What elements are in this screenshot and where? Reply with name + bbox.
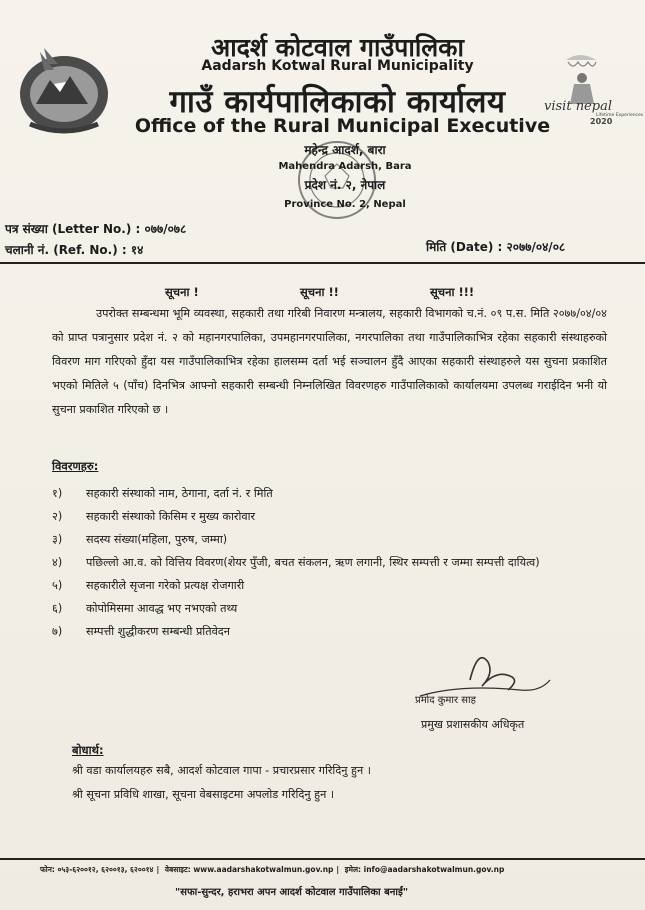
item-text: सदस्य संख्या(महिला, पुरुष, जम्मा) xyxy=(86,533,228,546)
letter-number xyxy=(5,220,186,237)
item-text: कोपोमिसमा आवद्ध भए नभएको तथ्य xyxy=(86,602,238,615)
signatory-title: प्रमुख प्रशासकीय अधिकृत xyxy=(421,718,525,731)
item-text: सहकारी संस्थाको किसिम र मुख्य कारोवार xyxy=(86,510,256,523)
en-location: Mahendra Adarsh, Bara xyxy=(278,161,412,172)
visit-sub-text: Lifetime Experiences xyxy=(596,113,644,118)
item-number: ३) xyxy=(52,533,63,546)
list-item xyxy=(52,574,612,597)
letter-no-value: ०७७/०७८ xyxy=(144,222,187,236)
details-heading: विवरणहरु: xyxy=(52,459,99,473)
footer-contact: फोन: ०५३-६२००१२, ६२००१३, ६२००१४ | वेबसाइट: www.aadarshakotwalmun.gov.np | इमेल: info@aadarshakotwalmun.gov.np xyxy=(40,865,505,874)
footer-email[interactable]: इमेल: info@aadarshakotwalmun.gov.np xyxy=(344,865,505,874)
notice-label-1: सूचना ! xyxy=(165,285,199,299)
np-location: महेन्द्र आदर्श, बारा xyxy=(304,143,386,157)
en-municipality-name: Aadarsh Kotwal Rural Municipality xyxy=(201,58,474,74)
list-item xyxy=(52,482,612,505)
cc-heading: बोधार्थ: xyxy=(72,743,104,757)
en-province: Province No. 2, Nepal xyxy=(284,199,406,210)
date-value: २०७७/०४/०८ xyxy=(506,240,566,254)
notice-body xyxy=(52,302,607,422)
visit-year-text: 2020 xyxy=(590,117,613,126)
cc-line-2: श्री सूचना प्रविधि शाखा, सूचना वेबसाइटमा अपलोड गरिदिनु हुन । xyxy=(72,788,335,801)
item-number: ६) xyxy=(52,602,63,615)
np-office-title: गाउँ कार्यपालिकाको कार्यालय xyxy=(169,84,506,120)
list-item xyxy=(52,528,612,551)
footer-slogan: "सफा-सुन्दर, हराभरा अपन आदर्श कोटवाल गाउँपालिका बनाईं" xyxy=(175,887,409,898)
footer-phone: फोन: ०५३-६२००१२, ६२००१३, ६२००१४ xyxy=(40,865,154,874)
footer-website[interactable]: वेबसाइट: www.aadarshakotwalmun.gov.np xyxy=(164,865,334,874)
list-item xyxy=(52,505,612,528)
item-number: ४) xyxy=(52,556,63,569)
document-date xyxy=(426,238,565,255)
item-text: पछिल्लो आ.व. को वित्तिय विवरण(शेयर पुँजी, बचत संकलन, ऋण लगानी, स्थिर सम्पत्ती र जम्मा सम्पत्ती दायित्व) xyxy=(86,556,540,569)
cc-line-1: श्री वडा कार्यालयहरु सबै, आदर्श कोटवाल गापा - प्रचारप्रसार गरिदिनु हुन । xyxy=(72,764,371,777)
item-number: ५) xyxy=(52,579,63,592)
notice-paragraph: उपरोक्त सम्बन्धमा भूमि व्यवस्था, सहकारी तथा गरिबी निवारण मन्त्रालय, सहकारी विभागको च.नं. ०९ प.स. मिति २०७७/०४/०४ को प्राप्त पत्रानुसार प्रदेश नं. २ को महानगरपालिका, उपमहानगरपालिका, नगरपालिका तथा गाउँपालिकाभित्र रहेका सहकारी संस्थाहरुको विवरण माग गरिएको हुँदा यस गाउँपालिकाभित्र रहेका हालसम्म दर्ता भई सञ्चालन हुँदै आएका सहकारी संस्थाहरुले यस सुचना प्रकाशित भएको मितिले ५ (पाँच) दिनभित्र आफ्नो सहकारी सम्बन्धी निम्नलिखित विवरणहरु गाउँपालिकाको कार्यालयमा उपलब्ध गराईदिन भनी यो सुचना प्रकाशित गरिएको छ । xyxy=(52,307,607,416)
list-item xyxy=(52,551,612,574)
header-divider xyxy=(0,262,645,264)
item-number: ७) xyxy=(52,625,63,638)
reference-number xyxy=(5,241,143,258)
details-list xyxy=(52,482,612,643)
en-office-title: Office of the Rural Municipal Executive xyxy=(134,115,551,137)
np-municipality-name: आदर्श कोटवाल गाउँपालिका xyxy=(211,33,464,62)
item-number: १) xyxy=(52,487,63,500)
ref-no-value: १४ xyxy=(130,243,144,257)
visit-nepal-text: visit nepal xyxy=(544,99,612,114)
ref-no-label: चलानी नं. (Ref. No.) : xyxy=(5,243,127,257)
item-text: सहकारी संस्थाको नाम, ठेगाना, दर्ता नं. र मिति xyxy=(86,487,273,500)
item-number: २) xyxy=(52,510,63,523)
notice-label-3: सूचना !!! xyxy=(430,285,475,299)
list-item xyxy=(52,597,612,620)
date-label: मिति (Date) : xyxy=(426,240,503,254)
letter-no-label: पत्र संख्या (Letter No.) : xyxy=(5,222,141,236)
signatory-name: प्रमोद कुमार साह xyxy=(415,695,476,706)
notice-label-2: सूचना !! xyxy=(300,285,339,299)
np-province: प्रदेश नं. २, नेपाल xyxy=(304,178,386,192)
footer-divider xyxy=(0,858,645,860)
item-text: सहकारीले सृजना गरेको प्रत्यक्ष रोजगारी xyxy=(86,579,245,592)
item-text: सम्पत्ती शुद्धीकरण सम्बन्धी प्रतिवेदन xyxy=(86,625,230,638)
